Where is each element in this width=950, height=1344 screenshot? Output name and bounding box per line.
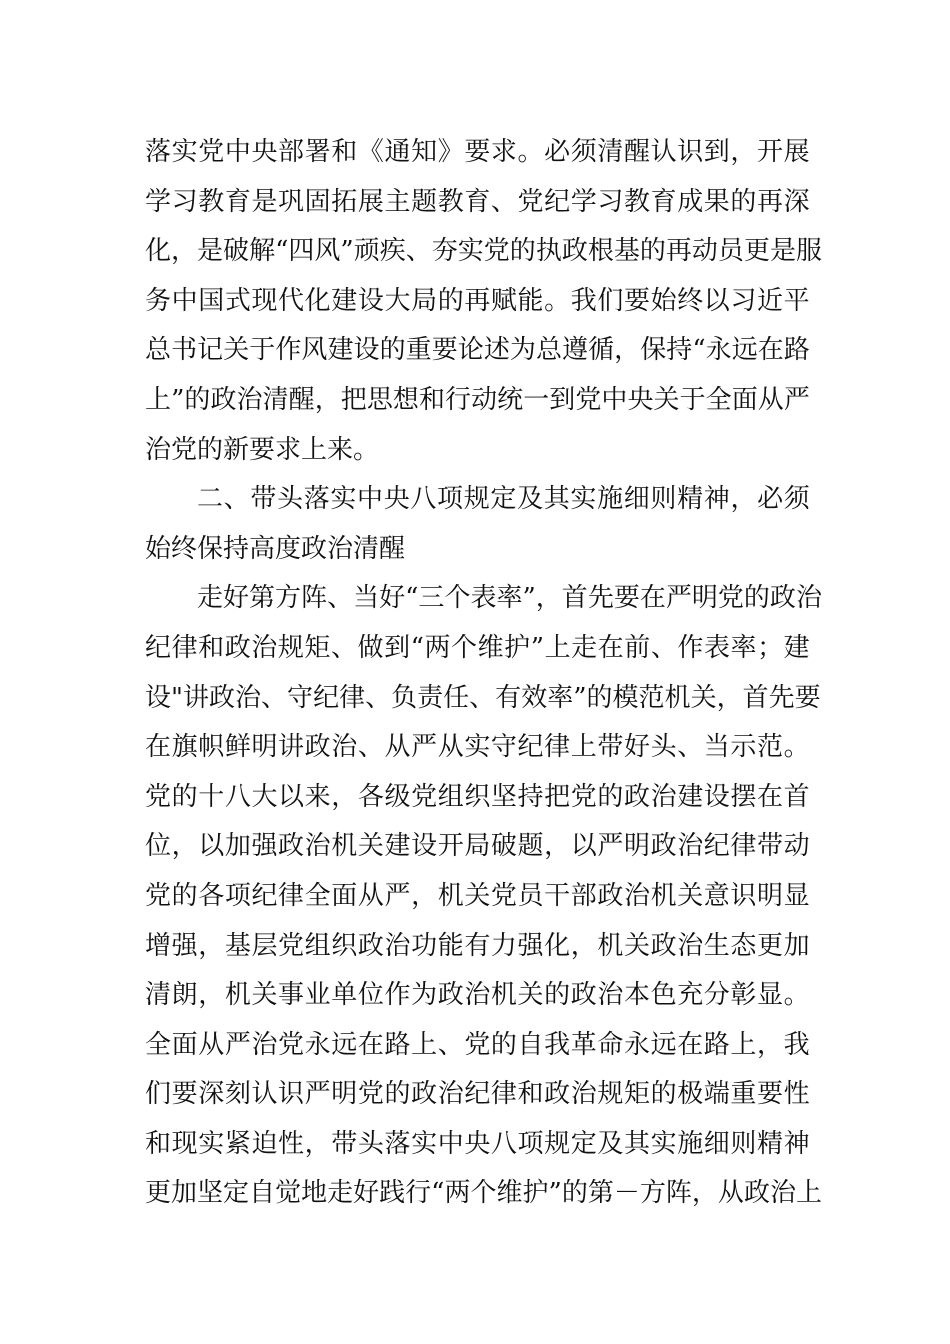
text-line: 化 ， 是 破 解 “ 四 风 ” 顽 疾 、 夯 实 党 的 执 政 根 基 的 再 动 员 更 是 服 [145, 236, 822, 267]
text-line: 治党的新要求上来。 [145, 434, 380, 465]
text-line: 始终保持高度政治清醒 [145, 533, 406, 564]
text-line: 在 旗 帜 鲜 明 讲 政 治 、 从 严 从 实 守 纪 律 上 带 好 头 、 当 示 范 。 [145, 732, 810, 763]
document-body [145, 128, 822, 1219]
text-line: 党 的 各 项 纪 律 全 面 从 严 ， 机 关 党 员 干 部 政 治 机 关 意 识 明 显 [145, 880, 810, 911]
text-line: 纪 律 和 政 治 规 矩 、 做 到 “ 两 个 维 护 ” 上 走 在 前 、 作 表 率 ； 建 [145, 632, 810, 663]
text-line: 们 要 深 刻 认 识 严 明 党 的 政 治 纪 律 和 政 治 规 矩 的 极 端 重 要 性 [145, 1079, 810, 1110]
text-line: 增 强 ， 基 层 党 组 织 政 治 功 能 有 力 强 化 ， 机 关 政 治 生 态 更 加 [145, 930, 810, 961]
text-line: 学 习 教 育 是 巩 固 拓 展 主 题 教 育 、 党 纪 学 习 教 育 成 果 的 再 深 [145, 186, 810, 217]
text-line: 党 的 十 八 大 以 来 ， 各 级 党 组 织 坚 持 把 党 的 政 治 建 设 摆 在 首 [145, 781, 810, 812]
text-line: 上 ” 的 政 治 清 醒 ， 把 思 想 和 行 动 统 一 到 党 中 央 关 于 全 面 从 严 [145, 384, 810, 415]
text-line: 务 中 国 式 现 代 化 建 设 大 局 的 再 赋 能 。 我 们 要 始 终 以 习 近 平 [145, 285, 810, 316]
text-line: 全 面 从 严 治 党 永 远 在 路 上 、 党 的 自 我 革 命 永 远 在 路 上 ， 我 [145, 1029, 810, 1060]
text-line: 设 " 讲 政 治 、 守 纪 律 、 负 责 任 、 有 效 率 ” 的 模 范 机 关 ， 首 先 要 [145, 682, 821, 713]
text-line: 二 、 带 头 落 实 中 央 八 项 规 定 及 其 实 施 细 则 精 神 ， 必 须 [197, 484, 810, 515]
text-line: 更 加 坚 定 自 觉 地 走 好 践 行 “ 两 个 维 护 ” 的 第 － 方 阵 ， 从 政 治 上 [145, 1178, 822, 1209]
text-line: 位 ， 以 加 强 政 治 机 关 建 设 开 局 破 题 ， 以 严 明 政 治 纪 律 带 动 [145, 831, 810, 862]
text-line: 总 书 记 关 于 作 风 建 设 的 重 要 论 述 为 总 遵 循 ， 保 持 “ 永 远 在 路 [145, 335, 810, 366]
text-line: 落 实 党 中 央 部 署 和 《 通 知 》 要 求 。 必 须 清 醒 认 识 到 ， 开 展 [145, 137, 810, 167]
text-line: 和 现 实 紧 迫 性 ， 带 头 落 实 中 央 八 项 规 定 及 其 实 施 细 则 精 神 [145, 1128, 810, 1159]
text-line: 走 好 第 方 阵 、 当 好 “ 三 个 表 率 ” ， 首 先 要 在 严 明 党 的 政 治 [197, 583, 822, 614]
text-line: 清 朗 ， 机 关 事 业 单 位 作 为 政 治 机 关 的 政 治 本 色 充 分 彰 显 。 [145, 980, 810, 1011]
